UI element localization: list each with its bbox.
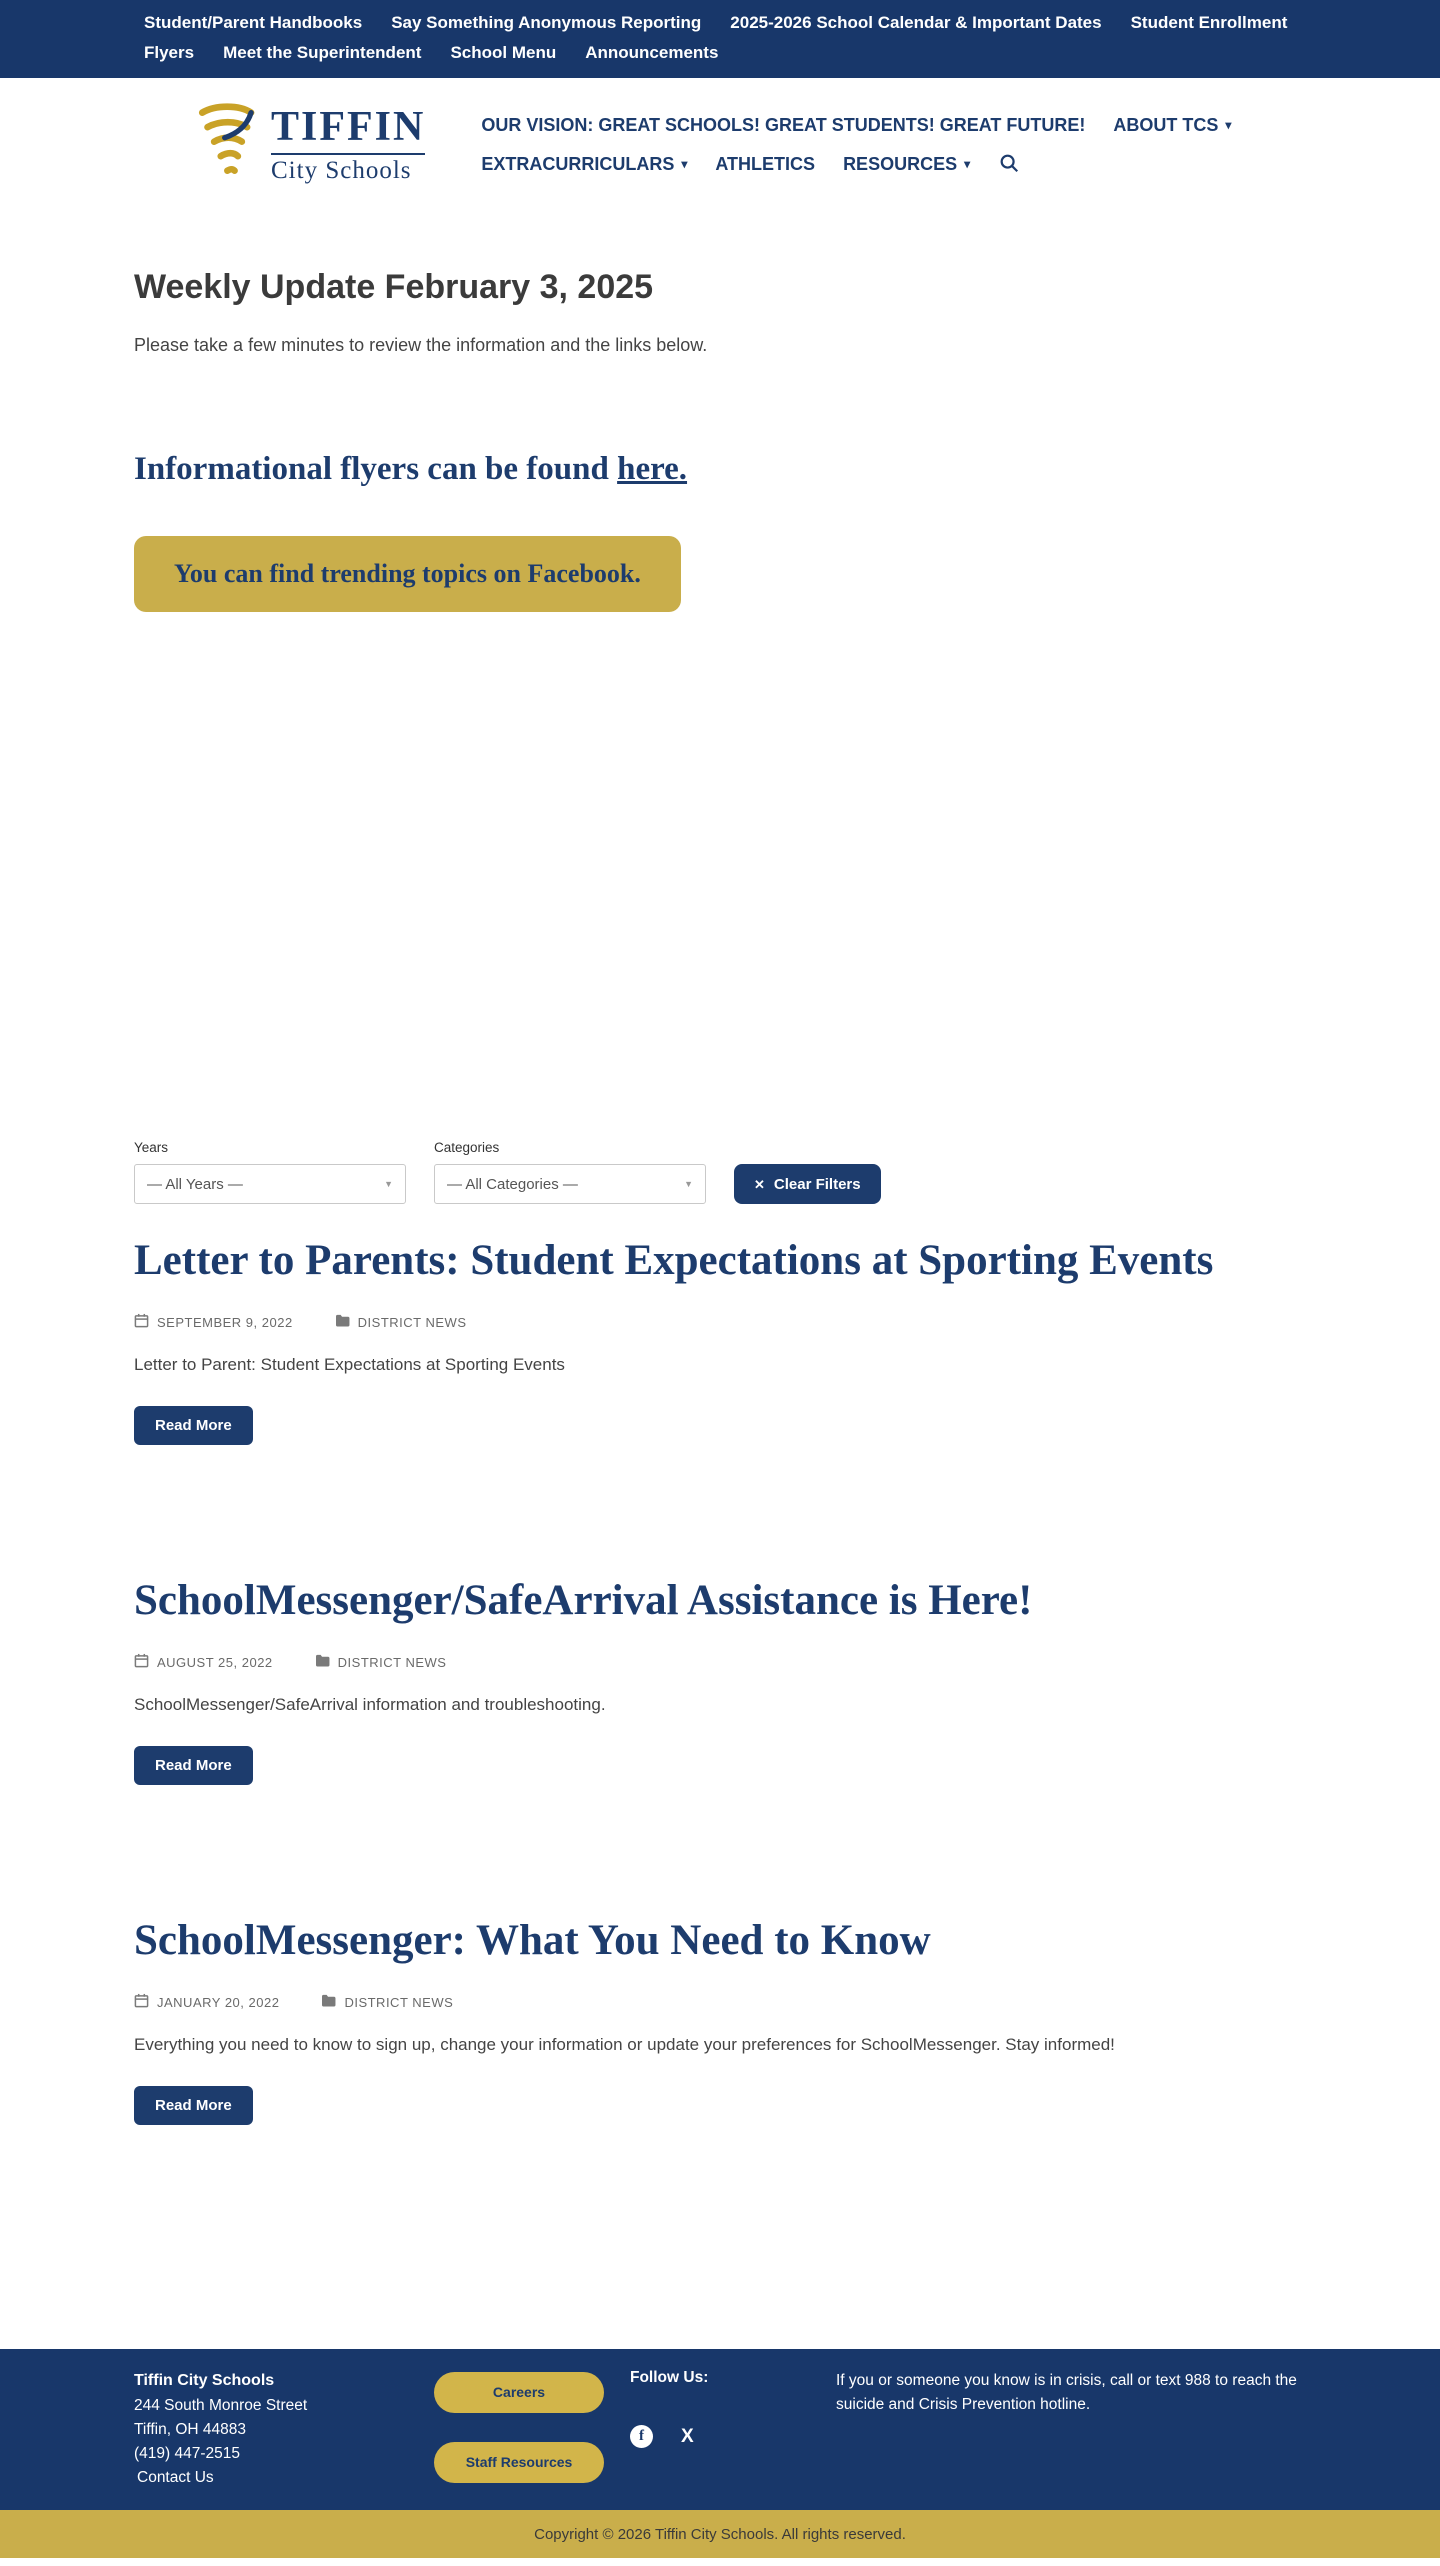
article-meta	[134, 1313, 1306, 1331]
staff-resources-button[interactable]: Staff Resources	[434, 2442, 604, 2483]
logo-text	[271, 106, 425, 185]
tornado-logo-icon	[193, 102, 259, 189]
nav-extracurriculars-label: EXTRACURRICULARS	[481, 153, 675, 174]
folder-icon	[335, 1314, 350, 1330]
footer-buttons	[434, 2372, 604, 2483]
years-select[interactable]	[134, 1164, 406, 1204]
embedded-content-placeholder	[134, 612, 1306, 1132]
utility-nav-row-2	[134, 38, 1306, 68]
categories-select-value: — All Categories —	[447, 1175, 578, 1193]
article-meta	[134, 1653, 1306, 1671]
news-article	[134, 1910, 1306, 2125]
footer-address-line-1: 244 South Monroe Street	[134, 2396, 308, 2414]
article-category[interactable]	[321, 1994, 453, 2010]
years-select-value: — All Years —	[147, 1175, 243, 1193]
nav-about-label: ABOUT TCS	[1113, 114, 1219, 135]
categories-filter-label: Categories	[434, 1140, 500, 1155]
chevron-down-icon: ▾	[681, 157, 688, 171]
read-more-button[interactable]: Read More	[134, 1746, 253, 1785]
footer-phone: (419) 447-2515	[134, 2444, 240, 2462]
utility-link-superintendent[interactable]: Meet the Superintendent	[223, 43, 422, 62]
logo-title: TIFFIN	[271, 104, 426, 150]
contact-us-link[interactable]: Contact Us	[137, 2468, 214, 2486]
chevron-down-icon: ▾	[964, 157, 971, 171]
utility-link-school-menu[interactable]: School Menu	[450, 43, 557, 62]
news-article	[134, 1570, 1306, 1785]
utility-nav-row-1	[134, 8, 1306, 38]
utility-nav	[0, 0, 1440, 78]
categories-select[interactable]	[434, 1164, 706, 1204]
article-excerpt: Letter to Parent: Student Expectations at Sporting Events	[134, 1355, 565, 1375]
page-title: Weekly Update February 3, 2025	[134, 268, 654, 306]
main-nav-row-2	[481, 152, 1231, 177]
news-article	[134, 1230, 1306, 1445]
x-twitter-icon[interactable]: X	[681, 2425, 694, 2447]
chevron-down-icon: ▾	[1225, 118, 1232, 132]
facebook-icon[interactable]: f	[630, 2425, 653, 2448]
read-more-button[interactable]: Read More	[134, 1406, 253, 1445]
select-arrow-icon: ▼	[384, 1179, 393, 1189]
clear-filters-button[interactable]	[734, 1164, 881, 1204]
main-nav	[481, 115, 1231, 177]
main-content	[134, 268, 1306, 2349]
site-logo[interactable]	[193, 102, 425, 189]
article-date	[134, 1653, 273, 1671]
clear-filters-label: Clear Filters	[773, 1175, 861, 1193]
utility-link-announcements[interactable]: Announcements	[585, 43, 719, 62]
article-category-text: DISTRICT NEWS	[344, 1994, 454, 2010]
news-filters	[134, 1140, 1306, 1204]
social-links	[630, 2425, 780, 2448]
calendar-icon	[134, 1313, 149, 1331]
careers-button[interactable]: Careers	[434, 2372, 604, 2413]
copyright-text: Copyright © 2026 Tiffin City Schools. All rights reserved.	[534, 2525, 906, 2543]
facebook-trending-banner[interactable]	[134, 536, 681, 612]
site-footer	[0, 2349, 1440, 2510]
facebook-banner-text: You can find trending topics on Facebook.	[174, 559, 641, 588]
categories-filter-group	[434, 1140, 706, 1204]
nav-resources-label: RESOURCES	[843, 153, 958, 174]
article-meta	[134, 1993, 1306, 2011]
article-date	[134, 1993, 279, 2011]
search-icon	[998, 152, 1020, 177]
follow-us-label: Follow Us:	[630, 2369, 709, 2387]
article-date	[134, 1313, 293, 1331]
folder-icon	[321, 1994, 336, 2010]
flyers-heading-text: Informational flyers can be found	[134, 451, 618, 487]
nav-about-tcs[interactable]	[1113, 115, 1231, 136]
footer-follow	[630, 2369, 780, 2448]
copyright-bar	[0, 2510, 1440, 2558]
close-icon: ✕	[754, 1176, 765, 1192]
article-title[interactable]: SchoolMessenger/SafeArrival Assistance is Here!	[134, 1577, 1033, 1625]
utility-link-student-enrollment[interactable]: Student Enrollment	[1130, 13, 1288, 32]
years-filter-group	[134, 1140, 406, 1204]
article-category-text: DISTRICT NEWS	[357, 1314, 467, 1330]
nav-athletics[interactable]: ATHLETICS	[715, 153, 816, 174]
article-title[interactable]: SchoolMessenger: What You Need to Know	[134, 1917, 931, 1965]
calendar-icon	[134, 1653, 149, 1671]
flyers-heading	[134, 451, 1306, 488]
footer-address-line-2: Tiffin, OH 44883	[134, 2420, 247, 2438]
calendar-icon	[134, 1993, 149, 2011]
article-excerpt: Everything you need to know to sign up, change your information or update your preferences for SchoolMessenger. Stay informed!	[134, 2035, 1115, 2055]
article-date-text: AUGUST 25, 2022	[157, 1654, 273, 1670]
footer-org-name: Tiffin City Schools	[134, 2372, 275, 2390]
search-button[interactable]	[998, 152, 1020, 177]
article-category[interactable]	[335, 1314, 467, 1330]
article-date-text: JANUARY 20, 2022	[157, 1994, 280, 2010]
footer-contact-info	[134, 2369, 434, 2490]
utility-link-flyers[interactable]: Flyers	[144, 43, 195, 62]
article-excerpt: SchoolMessenger/SafeArrival information and troubleshooting.	[134, 1695, 606, 1715]
article-category[interactable]	[315, 1654, 447, 1670]
main-nav-row-1	[481, 115, 1231, 136]
logo-subtitle: City Schools	[271, 153, 425, 185]
utility-link-school-calendar[interactable]: 2025-2026 School Calendar & Important Dates	[730, 13, 1102, 32]
select-arrow-icon: ▼	[684, 1179, 693, 1189]
vision-statement-link[interactable]: OUR VISION: GREAT SCHOOLS! GREAT STUDENTS! GREAT FUTURE!	[481, 114, 1086, 135]
article-date-text: SEPTEMBER 9, 2022	[157, 1314, 293, 1330]
intro-text: Please take a few minutes to review the information and the links below.	[134, 335, 708, 355]
article-title[interactable]: Letter to Parents: Student Expectations at Sporting Events	[134, 1237, 1214, 1284]
folder-icon	[315, 1654, 330, 1670]
utility-link-handbooks[interactable]: Student/Parent Handbooks	[144, 13, 363, 32]
article-category-text: DISTRICT NEWS	[337, 1654, 447, 1670]
nav-resources[interactable]	[843, 154, 970, 175]
crisis-hotline-text: If you or someone you know is in crisis, call or text 988 to reach the suicide and Crisis Prevention hotline.	[836, 2372, 1297, 2414]
site-header	[0, 78, 1440, 213]
read-more-button[interactable]: Read More	[134, 2086, 253, 2125]
nav-extracurriculars[interactable]	[481, 154, 687, 175]
flyers-here-link[interactable]: here.	[617, 451, 688, 487]
utility-link-anonymous-reporting[interactable]: Say Something Anonymous Reporting	[391, 13, 702, 32]
years-filter-label: Years	[134, 1140, 169, 1155]
